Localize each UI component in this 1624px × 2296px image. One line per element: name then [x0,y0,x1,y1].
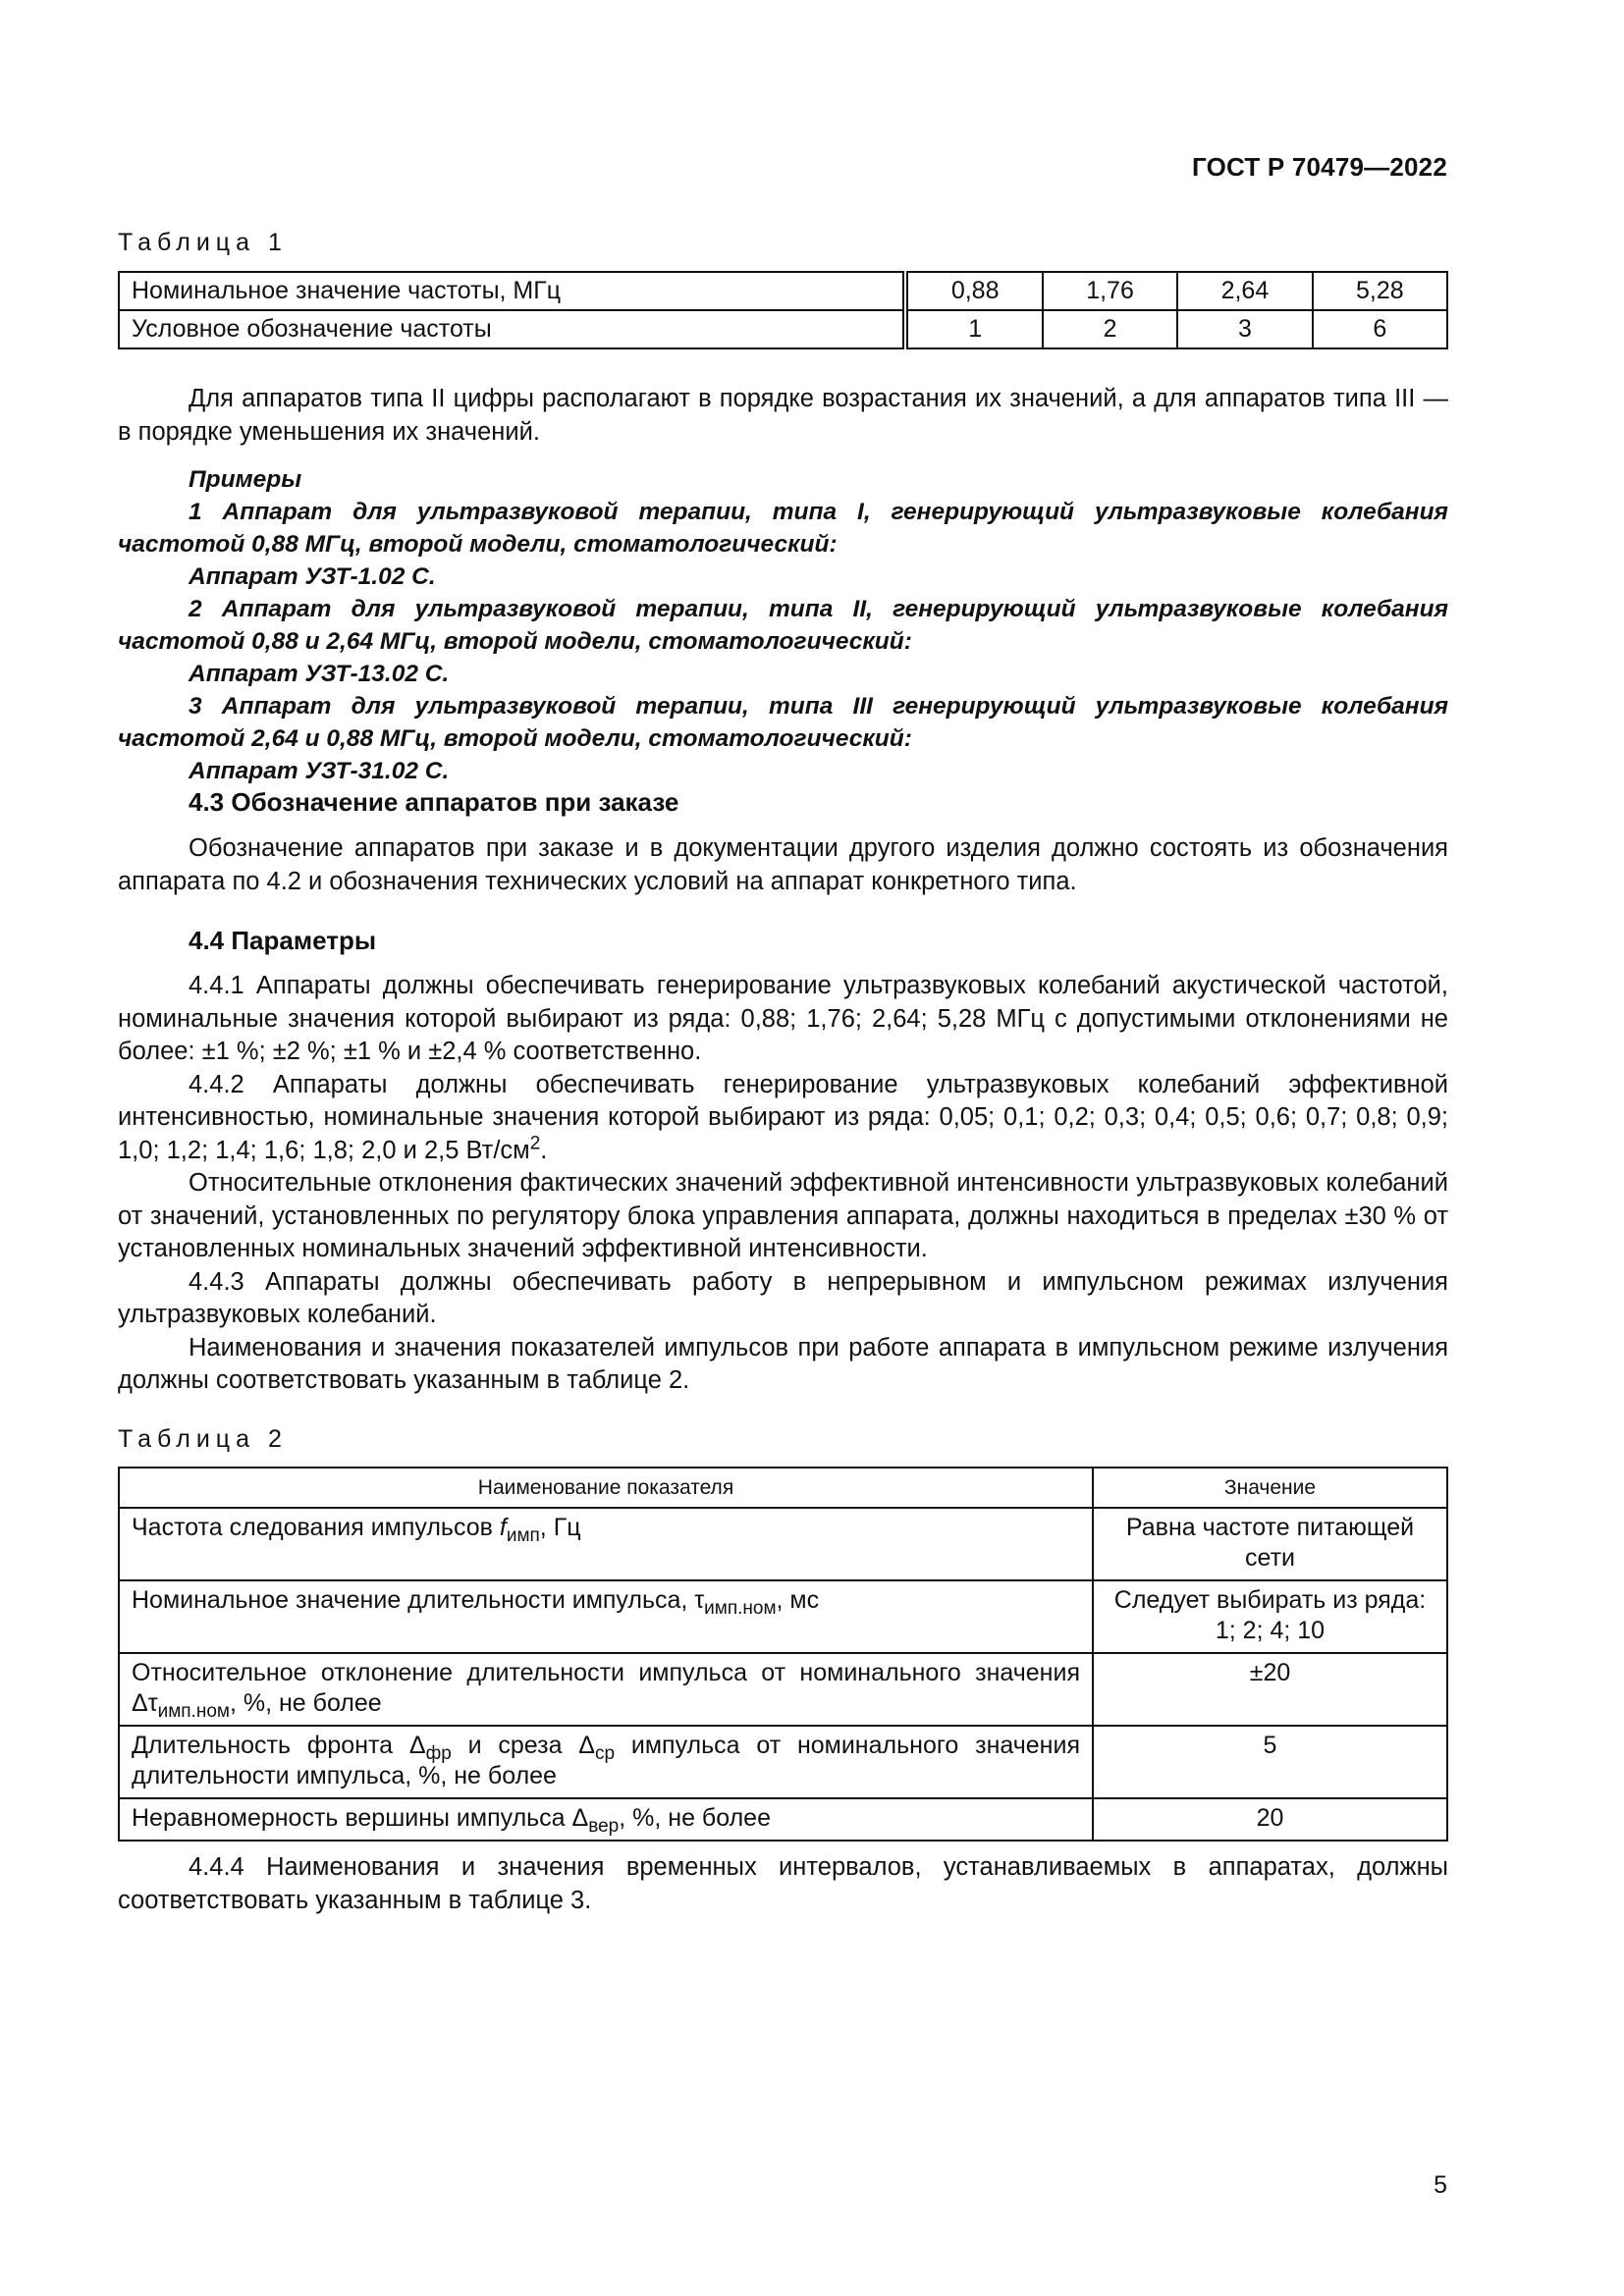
examples-block [118,463,1448,787]
table-row [119,1726,1447,1798]
table-cell: Следует выбирать из ряда: 1; 2; 4; 10 [1093,1580,1447,1653]
table-row [119,1508,1447,1580]
table-header-cell: Наименование показателя [119,1468,1093,1508]
table-cell: 1,76 [1043,272,1177,310]
example-text: 2 Аппарат для ультразвуковой терапии, типа II, генерирующий ультразвуковые колебания частотой 0,88 и 2,64 МГц, второй модели, стоматологический: [118,596,1448,655]
table-cell: 2,64 [1177,272,1312,310]
table-row [119,1580,1447,1653]
paragraph-text: Для аппаратов типа II цифры располагают в порядке возрастания их значений, а для аппаратов типа III — в порядке уменьшения их значений. [118,385,1448,446]
example-code: Аппарат УЗТ-1.02 С. [189,563,436,590]
table-cell: 5,28 [1313,272,1447,310]
table-cell: 0,88 [905,272,1042,310]
section-4-4-body [118,970,1448,1398]
document-header: ГОСТ Р 70479—2022 [1192,152,1447,182]
paragraph-4-3: Обозначение аппаратов при заказе и в документации другого изделия должно состоять из обозначения аппарата по 4.2 и обозначения технических условий на аппарат конкретного типа. [118,834,1448,895]
table-cell: Условное обозначение частоты [119,310,905,348]
table-cell: Частота следования импульсов $f_{имп}$, Гц [119,1508,1093,1580]
table-cell: 20 [1093,1798,1447,1841]
table2 [118,1467,1448,1842]
table-row [119,1653,1447,1726]
table-row [119,310,1447,348]
table-cell: 1 [905,310,1042,348]
table-cell: 3 [1177,310,1312,348]
table-cell: Номинальное значение частоты, МГц [119,272,905,310]
table-row [119,1798,1447,1841]
table-cell: Длительность фронта $\Delta_{фр}$ и среза $\Delta_{ср}$ импульса от номинального значения длительности импульса, %, не более [119,1726,1093,1798]
paragraph-4-4-1: 4.4.1 Аппараты должны обеспечивать генерирование ультразвуковых колебаний акустической частотой, номинальные значения которой выбирают из ряда: 0,88; 1,76; 2,64; 5,28 МГц с допустимыми отклонениями не более: ±1 %; ±2 %; ±1 % и ±2,4 % соответственно. [118,972,1448,1065]
paragraph-type-order [118,383,1448,449]
table-cell: Относительное отклонение длительности импульса от номинального значения $\Delta\tau_{имп.ном}$, %, не более [119,1653,1093,1726]
examples-title: Примеры [189,466,302,493]
paragraph-4-4-2: 4.4.2 Аппараты должны обеспечивать генерирование ультразвуковых колебаний эффективной интенсивностью, номинальные значения которой выбирают из ряда: 0,05; 0,1; 0,2; 0,3; 0,4; 0,5; 0,6; 0,7; 0,8; 0,9; 1,0; 1,2; 1,4; 1,6; 1,8; 2,0 и 2,5 $Вт/см^2$. [118,1070,1448,1164]
table-header-row [119,1468,1447,1508]
table-row [119,272,1447,310]
table-cell: Номинальное значение длительности импульса, $\tau_{имп.ном}$, мс [119,1580,1093,1653]
page-number: 5 [1434,2171,1447,2199]
table-header-cell: Значение [1093,1468,1447,1508]
table-cell: Равна частоте питающей сети [1093,1508,1447,1580]
example-code: Аппарат УЗТ-31.02 С. [189,758,450,784]
section-heading-4-4: 4.4 Параметры [189,926,377,955]
paragraph-4-4-3: 4.4.3 Аппараты должны обеспечивать работу в непрерывном и импульсном режимах излучения ультразвуковых колебаний. [118,1267,1448,1328]
paragraph-pulse-params: Наименования и значения показателей импульсов при работе аппарата в импульсном режиме излучения должны соответствовать указанным в таблице 2. [118,1333,1448,1394]
table-cell: 6 [1313,310,1447,348]
table-cell: ±20 [1093,1653,1447,1726]
section-heading-4-3: 4.3 Обозначение аппаратов при заказе [189,787,679,817]
table-cell: 5 [1093,1726,1447,1798]
example-code: Аппарат УЗТ-13.02 С. [189,661,450,687]
table-cell: Неравномерность вершины импульса $\Delta_{вер}$, %, не более [119,1798,1093,1841]
table2-caption: Таблица 2 [118,1425,288,1453]
table1-caption: Таблица 1 [118,229,288,256]
paragraph-4-4-4: 4.4.4 Наименования и значения временных интервалов, устанавливаемых в аппаратах, должны соответствовать указанным в таблице 3. [118,1853,1448,1914]
table1 [118,271,1448,349]
paragraph-deviation: Относительные отклонения фактических значений эффективной интенсивности ультразвуковых колебаний от значений, установленных по регулятору блока управления аппарата, должны находиться в пределах ±30 % от установленных номинальных значений эффективной интенсивности. [118,1169,1448,1262]
table-cell: 2 [1043,310,1177,348]
example-text: 1 Аппарат для ультразвуковой терапии, типа I, генерирующий ультразвуковые колебания частотой 0,88 МГц, второй модели, стоматологический: [118,499,1448,558]
example-text: 3 Аппарат для ультразвуковой терапии, типа III генерирующий ультразвуковые колебания частотой 2,64 и 0,88 МГц, второй модели, стоматологический: [118,693,1448,752]
